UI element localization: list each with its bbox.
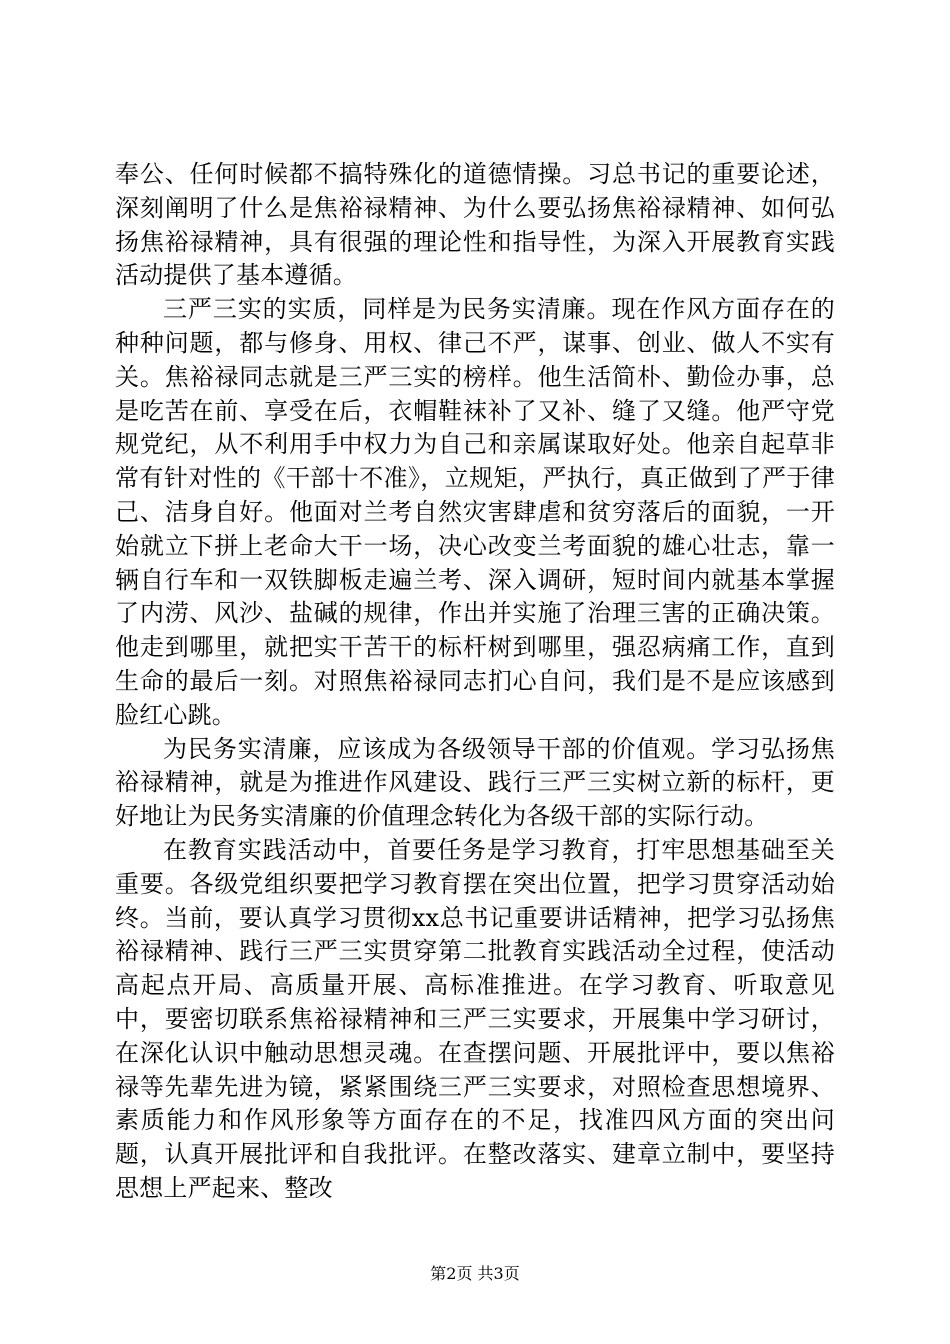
paragraph-education-practice: 在教育实践活动中，首要任务是学习教育，打牢思想基础至关重要。各级党组织要把学习教育摆在突出位置，把学习贯穿活动始终。当前，要认真学习贯彻xx总书记重要讲话精神，把学习弘扬焦裕禄精神、践行三严三实贯穿第二批教育实践活动全过程，使活动高起点开局、高质量开展、高标准推进。在学习教育、听取意见中，要密切联系焦裕禄精神和三严三实要求，开展集中学习研讨，在深化认识中触动思想灵魂。在查摆问题、开展批评中，要以焦裕禄等先辈先进为镜，紧紧围绕三严三实要求，对照检查思想境界、素质能力和作风形象等方面存在的不足，找准四风方面的突出问题，认真开展批评和自我批评。在整改落实、建章立制中，要坚持思想上严起来、整改 [115, 835, 835, 1202]
paragraph-continuation: 奉公、任何时候都不搞特殊化的道德情操。习总书记的重要论述，深刻阐明了什么是焦裕禄精神、为什么要弘扬焦裕禄精神、如何弘扬焦裕禄精神，具有很强的理论性和指导性，为深入开展教育实践活动提供了基本遵循。 [115, 160, 835, 290]
paragraph-values: 为民务实清廉，应该成为各级领导干部的价值观。学习弘扬焦裕禄精神，就是为推进作风建设、践行三严三实树立新的标杆，更好地让为民务实清廉的价值理念转化为各级干部的实际行动。 [115, 734, 835, 831]
document-body [115, 158, 835, 1206]
paragraph-three-stricts: 三严三实的实质，同样是为民务实清廉。现在作风方面存在的种种问题，都与修身、用权、律己不严，谋事、创业、做人不实有关。焦裕禄同志就是三严三实的榜样。他生活简朴、勤俭办事，总是吃苦在前、享受在后，衣帽鞋袜补了又补、缝了又缝。他严守党规党纪，从不利用手中权力为自己和亲属谋取好处。他亲自起草非常有针对性的《干部十不准》，立规矩，严执行，真正做到了严于律己、洁身自好。他面对兰考自然灾害肆虐和贫穷落后的面貌，一开始就立下拼上老命大干一场，决心改变兰考面貌的雄心壮志，靠一辆自行车和一双铁脚板走遍兰考、深入调研，短时间内就基本掌握了内涝、风沙、盐碱的规律，作出并实施了治理三害的正确决策。他走到哪里，就把实干苦干的标杆树到哪里，强忍病痛工作，直到生命的最后一刻。对照焦裕禄同志扪心自问，我们是不是应该感到脸红心跳。 [115, 295, 835, 729]
page-footer: 第2页 共3页 [430, 1264, 520, 1283]
